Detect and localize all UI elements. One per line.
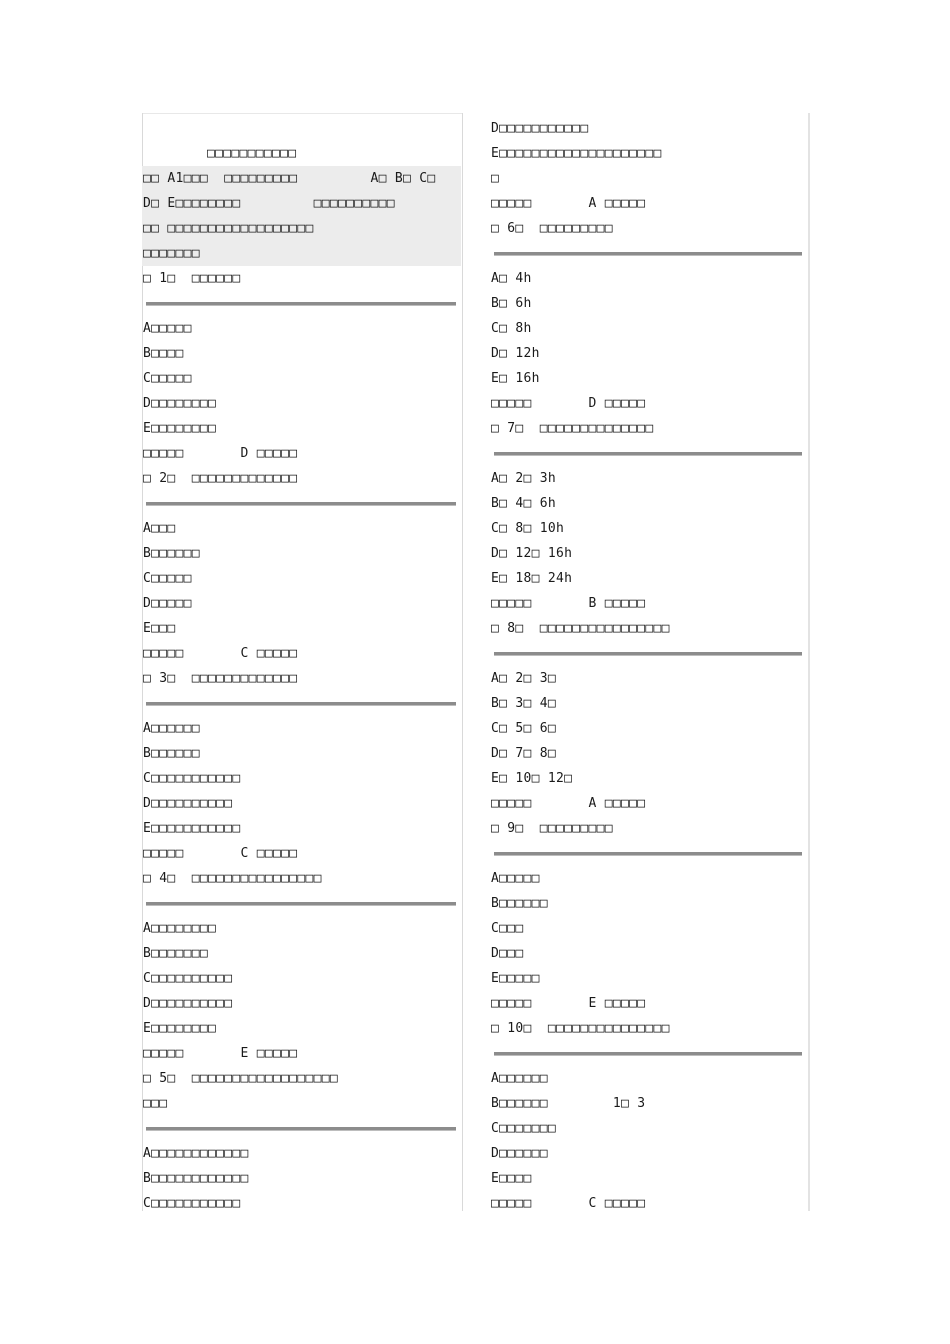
option: A□□□□□□□□□□□□ <box>143 1146 249 1161</box>
left-column <box>143 116 461 1216</box>
question-6 <box>491 216 807 416</box>
option: D□□□ <box>491 946 524 961</box>
option: A□□□□□ <box>143 321 192 336</box>
divider-rule <box>491 841 807 866</box>
divider-rule <box>143 291 461 316</box>
option: B□ 4□ 6h <box>491 496 557 511</box>
question-stem: □ 3□ □□□□□□□□□□□□□ <box>143 671 298 686</box>
question-stem: □ 9□ □□□□□□□□□ <box>491 821 613 836</box>
option: C□□□□□□□ <box>491 1121 557 1136</box>
instruction-line: □□ □□□□□□□□□□□□□□□□□□ <box>142 216 461 241</box>
question-10 <box>491 1016 807 1216</box>
top-border <box>142 113 462 114</box>
question-5 <box>143 1066 461 1216</box>
question-1 <box>143 266 461 466</box>
option: B□□□□□□ <box>491 896 548 911</box>
option: B□□□□□□ <box>143 746 200 761</box>
answer-line: □□□□□ C □□□□□ <box>491 1196 646 1211</box>
option: C□□□ <box>491 921 524 936</box>
divider-rule <box>143 891 461 916</box>
option: A□□□□□□ <box>491 1071 548 1086</box>
question-2 <box>143 466 461 666</box>
question-4 <box>143 866 461 1066</box>
option: C□□□□□ <box>143 571 192 586</box>
option: E□□□□□□□□ <box>143 1021 217 1036</box>
answer-line: □□□□□ D □□□□□ <box>491 396 646 411</box>
column-divider <box>462 113 463 1211</box>
option: A□ 4h <box>491 271 532 286</box>
option: C□ 8□ 10h <box>491 521 565 536</box>
option-continued: □ <box>491 171 500 186</box>
option: A□ 2□ 3□ <box>491 671 557 686</box>
answer-line: □□□□□ E □□□□□ <box>143 1046 298 1061</box>
instruction-line: □□□□□□□ <box>142 241 461 266</box>
option: D□ 12□ 16h <box>491 546 573 561</box>
question-7 <box>491 416 807 616</box>
option: E□□□ <box>143 621 176 636</box>
option: C□□□□□□□□□□□ <box>143 771 241 786</box>
option: D□□□□□ <box>143 596 192 611</box>
option: B□□□□□□ <box>143 546 200 561</box>
question-stem: □ 1□ □□□□□□ <box>143 271 241 286</box>
option: D□ 12h <box>491 346 540 361</box>
option: A□□□□□□□□ <box>143 921 217 936</box>
option: B□□□□□□□□□□□□ <box>143 1171 249 1186</box>
answer-line: □□□□□ D □□□□□ <box>143 446 298 461</box>
divider-rule <box>143 691 461 716</box>
option: D□□□□□□□□□□ <box>143 996 233 1011</box>
instructions-block <box>143 166 461 266</box>
option: E□ 16h <box>491 371 540 386</box>
instruction-line: □□ A1□□□ □□□□□□□□□ A□ B□ C□ <box>142 166 461 191</box>
divider-rule <box>143 491 461 516</box>
divider-rule <box>143 1116 461 1141</box>
right-column-border <box>808 113 810 1211</box>
option: E□□□□□ <box>491 971 540 986</box>
option: B□ 3□ 4□ <box>491 696 557 711</box>
answer-line: □□□□□ C □□□□□ <box>143 846 298 861</box>
option: E□□□□□□□□ <box>143 421 217 436</box>
option: E□□□□ <box>491 1171 532 1186</box>
option: C□□□□□ <box>143 371 192 386</box>
option: E□ 18□ 24h <box>491 571 573 586</box>
question-stem-continued: □□□ <box>143 1096 168 1111</box>
option: D□□□□□□ <box>491 1146 548 1161</box>
option: B□□□□ <box>143 346 184 361</box>
option: B□ 6h <box>491 296 532 311</box>
question-stem: □ 7□ □□□□□□□□□□□□□□ <box>491 421 654 436</box>
option: C□□□□□□□□□□□ <box>143 1196 241 1211</box>
question-9 <box>491 816 807 1016</box>
question-8 <box>491 616 807 816</box>
option: B□□□□□□ 1□ 3 <box>491 1096 646 1111</box>
divider-rule <box>491 1041 807 1066</box>
right-column <box>491 116 807 1216</box>
option: D□□□□□□□□ <box>143 396 217 411</box>
question-stem: □ 4□ □□□□□□□□□□□□□□□□ <box>143 871 322 886</box>
option: D□□□□□□□□□□ <box>143 796 233 811</box>
option: C□ 5□ 6□ <box>491 721 557 736</box>
question-stem: □ 6□ □□□□□□□□□ <box>491 221 613 236</box>
option: E□□□□□□□□□□□□□□□□□□□□ <box>491 146 662 161</box>
question-3 <box>143 666 461 866</box>
option: C□□□□□□□□□□ <box>143 971 233 986</box>
answer-line: □□□□□ B □□□□□ <box>491 596 646 611</box>
answer-line: □□□□□ C □□□□□ <box>143 646 298 661</box>
answer-line: □□□□□ A □□□□□ <box>491 796 646 811</box>
option: A□□□□□ <box>491 871 540 886</box>
question-stem: □ 8□ □□□□□□□□□□□□□□□□ <box>491 621 670 636</box>
option: A□□□ <box>143 521 176 536</box>
answer-line: □□□□□ E □□□□□ <box>491 996 646 1011</box>
divider-rule <box>491 241 807 266</box>
option: D□ 7□ 8□ <box>491 746 557 761</box>
divider-rule <box>491 641 807 666</box>
option: E□ 10□ 12□ <box>491 771 573 786</box>
option: E□□□□□□□□□□□ <box>143 821 241 836</box>
option: A□ 2□ 3h <box>491 471 557 486</box>
divider-rule <box>491 441 807 466</box>
answer-line: □□□□□ A □□□□□ <box>491 196 646 211</box>
option: C□ 8h <box>491 321 532 336</box>
instruction-line: D□ E□□□□□□□□ □□□□□□□□□□ <box>142 191 461 216</box>
option: B□□□□□□□ <box>143 946 209 961</box>
document-title: □□□□□□□□□□□ <box>207 146 297 161</box>
question-stem: □ 10□ □□□□□□□□□□□□□□□ <box>491 1021 670 1036</box>
question-stem: □ 5□ □□□□□□□□□□□□□□□□□□ <box>143 1071 339 1086</box>
option: D□□□□□□□□□□□ <box>491 121 589 136</box>
option: A□□□□□□ <box>143 721 200 736</box>
question-stem: □ 2□ □□□□□□□□□□□□□ <box>143 471 298 486</box>
